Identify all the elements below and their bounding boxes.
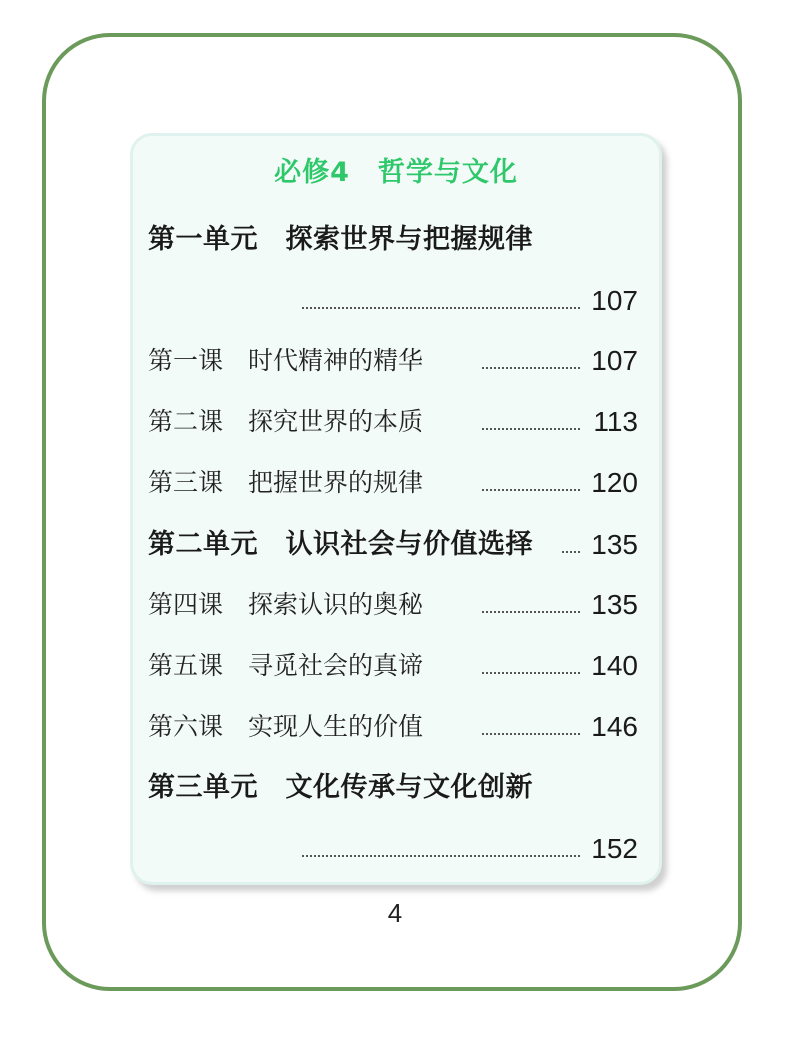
dot-leader	[482, 428, 580, 430]
toc-lesson-row[interactable]	[148, 463, 638, 503]
dot-leader	[302, 855, 580, 857]
dot-leader	[302, 307, 580, 309]
toc-page-number: 140	[591, 650, 638, 681]
toc-unit-row[interactable]	[148, 768, 638, 808]
toc-lesson-label: 第四课 探索认识的奥秘	[148, 590, 424, 619]
toc-lesson-label: 第六课 实现人生的价值	[148, 712, 424, 741]
dot-leader	[482, 672, 580, 674]
dot-leader	[482, 733, 580, 735]
toc-lesson-label: 第五课 寻觅社会的真谛	[148, 651, 424, 680]
page-number: 4	[387, 898, 403, 928]
toc-lesson-label: 第一课 时代精神的精华	[148, 346, 424, 375]
toc-lesson-row[interactable]	[148, 402, 638, 442]
toc-lesson-row[interactable]	[148, 585, 638, 625]
toc-unit-label: 第一单元 探索世界与把握规律	[148, 224, 533, 255]
toc-title: 必修4 哲学与文化	[274, 157, 518, 188]
dot-leader	[562, 551, 580, 553]
toc-continuation-row[interactable]	[148, 829, 638, 869]
toc-unit-label: 第三单元 文化传承与文化创新	[148, 772, 533, 803]
toc-lesson-label: 第二课 探究世界的本质	[148, 407, 424, 436]
toc-page-number: 135	[591, 589, 638, 620]
toc-lesson-row[interactable]	[148, 707, 638, 747]
toc-lesson-label: 第三课 把握世界的规律	[148, 468, 424, 497]
toc-page-number: 107	[591, 285, 638, 316]
toc-unit-row[interactable]	[148, 220, 638, 260]
dot-leader	[482, 367, 580, 369]
toc-unit-label: 第二单元 认识社会与价值选择	[148, 529, 533, 560]
toc-page-number: 146	[591, 711, 638, 742]
toc-page-number: 107	[591, 345, 638, 376]
toc-page-number: 120	[591, 467, 638, 498]
toc-unit-row[interactable]	[148, 525, 638, 565]
dot-leader	[482, 489, 580, 491]
toc-page-number: 113	[593, 406, 638, 437]
toc-continuation-row[interactable]	[148, 281, 638, 321]
dot-leader	[482, 611, 580, 613]
toc-page-number: 135	[591, 529, 638, 560]
toc-lesson-row[interactable]	[148, 341, 638, 381]
toc-page-number: 152	[591, 833, 638, 864]
toc-lesson-row[interactable]	[148, 646, 638, 686]
